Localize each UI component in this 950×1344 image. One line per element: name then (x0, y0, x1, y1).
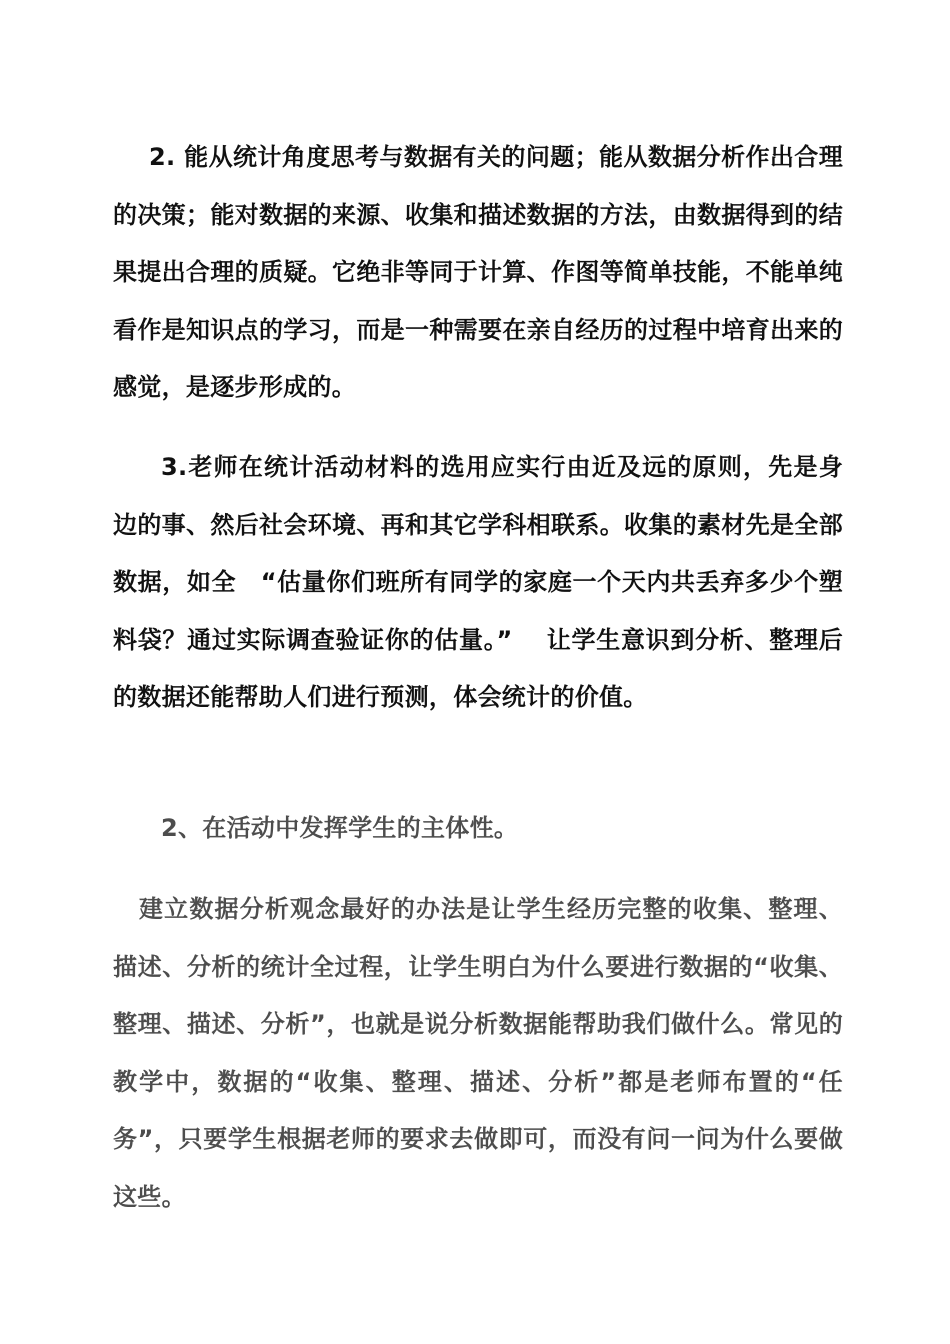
paragraph-data-analysis-process: 建立数据分析观念最好的办法是让学生经历完整的收集、整理、描述、分析的统计全过程，让学生明白为什么要进行数据的“收集、整理、描述、分析”，也就是说分析数据能帮助我们做什么。常见的教学中，数据的“收集、整理、描述、分析”都是老师布置的“任务”，只要学生根据老师的要求去做即可，而没有问一问为什么要做这些。 (113, 895, 843, 1211)
paragraph-point-2-statistical-thinking: 2. 能从统计角度思考与数据有关的问题；能从数据分析作出合理的决策；能对数据的来源、收集和描述数据的方法，由数据得到的结果提出合理的质疑。它绝非等同于计算、作图等简单技能，不能单纯看作是知识点的学习，而是一种需要在亲自经历的过程中培育出来的感觉，是逐步形成的。 (113, 143, 843, 401)
paragraph-point-3-material-selection: 3.老师在统计活动材料的选用应实行由近及远的原则，先是身边的事、然后社会环境、再和其它学科相联系。收集的素材先是全部数据，如全 “估量你们班所有同学的家庭一个天内共丢弃多少个塑料袋？通过实际调查验证你的估量。” 让学生意识到分析、整理后的数据还能帮助人们进行预测，体会统计的价值。 (113, 453, 843, 711)
section-heading-student-subjectivity: 2、在活动中发挥学生的主体性。 (161, 814, 519, 842)
